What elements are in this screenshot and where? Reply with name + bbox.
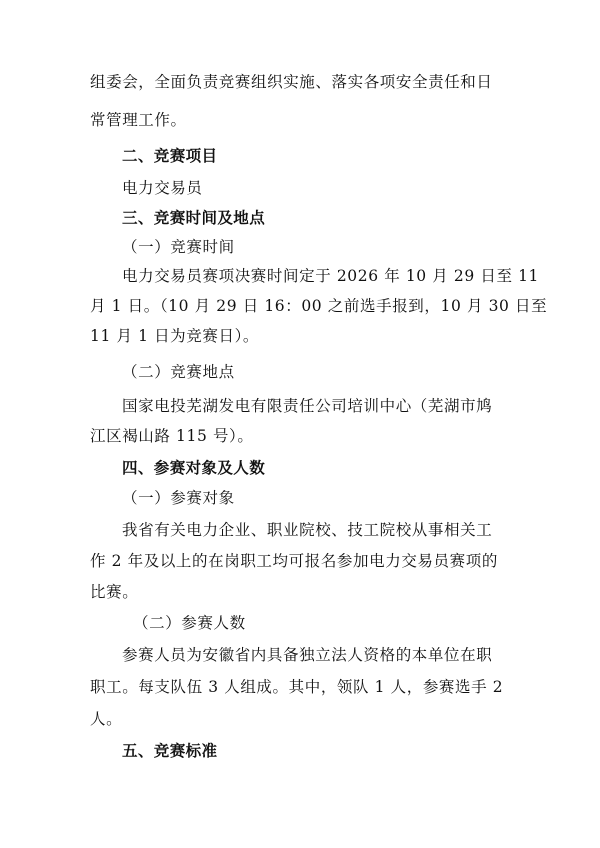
project-name: 电力交易员 [122,179,203,197]
paragraph-organizing-committee-line-1: 组委会，全面负责竞赛组织实施、落实各项安全责任和日 [90,73,493,91]
paragraph-organizing-committee-line-2: 常管理工作。 [90,111,187,129]
subsection-heading-participant-eligibility: （一）参赛对象 [122,489,235,507]
section-heading-time-and-place: 三、竞赛时间及地点 [122,209,266,227]
paragraph-place-line-1: 国家电投芜湖发电有限责任公司培训中心（芜湖市鸠 [122,397,493,415]
paragraph-count-line-3: 人。 [90,710,123,728]
paragraph-count-line-2: 职工。每支队伍 3 人组成。其中，领队 1 人，参赛选手 2 [90,678,504,696]
section-heading-competition-project: 二、竞赛项目 [122,147,218,165]
paragraph-eligibility-line-3: 比赛。 [90,583,139,601]
subsection-heading-participant-count: （二）参赛人数 [133,614,246,632]
paragraph-eligibility-line-2: 作 2 年及以上的在岗职工均可报名参加电力交易员赛项的 [90,552,498,570]
subsection-heading-competition-time: （一）竞赛时间 [122,238,235,256]
paragraph-time-line-1: 电力交易员赛项决赛时间定于 2026 年 10 月 29 日至 11 [122,267,540,285]
paragraph-place-line-2: 江区褐山路 115 号）。 [90,427,254,445]
section-heading-participants: 四、参赛对象及人数 [122,459,266,477]
subsection-heading-competition-place: （二）竞赛地点 [122,363,235,381]
section-heading-competition-standards: 五、竞赛标准 [122,742,218,760]
paragraph-count-line-1: 参赛人员为安徽省内具备独立法人资格的本单位在职 [122,646,493,664]
paragraph-time-line-2: 月 1 日。（10 月 29 日 16：00 之前选手报到，10 月 30 日至 [90,297,548,315]
paragraph-time-line-3: 11 月 1 日为竞赛日）。 [90,327,260,345]
paragraph-eligibility-line-1: 我省有关电力企业、职业院校、技工院校从事相关工 [122,521,493,539]
